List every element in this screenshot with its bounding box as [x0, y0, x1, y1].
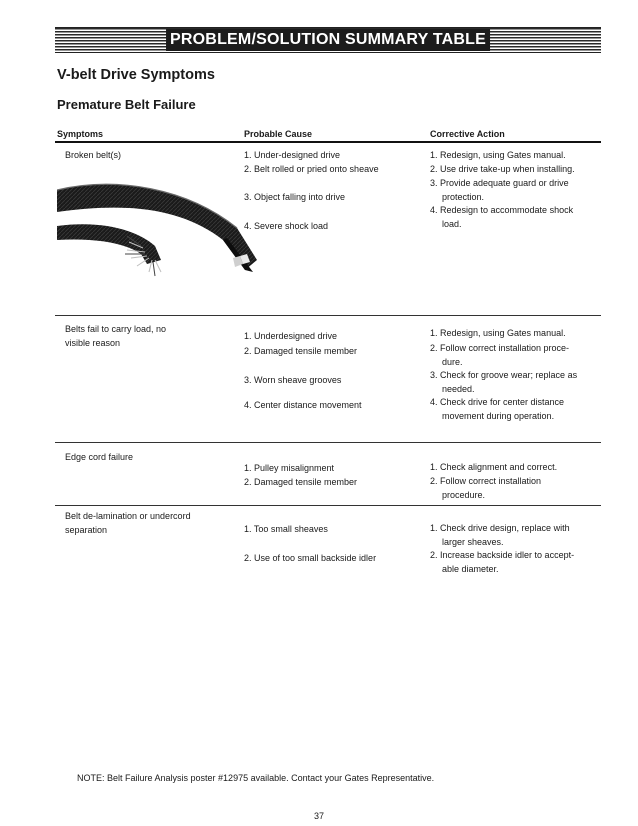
symptom-line: Belt de-lamination or undercord — [65, 511, 191, 521]
action-line: able diameter. — [442, 564, 499, 574]
action-item — [430, 162, 575, 176]
cause-item: 2. Damaged tensile member — [244, 346, 358, 356]
column-header-symptoms: Symptoms — [57, 129, 104, 139]
action-line: 3. Check for groove wear; replace as — [430, 370, 578, 380]
action-line: larger sheaves. — [442, 537, 504, 547]
action-line: 1. Check drive design, replace with — [430, 523, 570, 533]
action-item — [430, 368, 577, 396]
action-line: protection. — [442, 192, 485, 202]
broken-belt-photo — [57, 168, 267, 288]
symptom-cell — [65, 450, 133, 464]
symptom-cell — [65, 322, 166, 350]
action-item — [430, 521, 570, 549]
cause-item: 3. Worn sheave grooves — [244, 375, 342, 385]
symptom-line: Broken belt(s) — [65, 150, 122, 160]
action-line: 2. Increase backside idler to accept- — [430, 550, 575, 560]
action-line: 1. Redesign, using Gates manual. — [430, 150, 566, 160]
action-item — [430, 474, 541, 502]
header-divider — [55, 141, 601, 143]
cause-item: 1. Under-designed drive — [244, 150, 341, 160]
action-line: 1. Redesign, using Gates manual. — [430, 328, 566, 338]
action-item — [430, 341, 569, 369]
action-line: 1. Check alignment and correct. — [430, 462, 558, 472]
action-line: load. — [442, 219, 462, 229]
action-line: 4. Check drive for center distance — [430, 397, 565, 407]
cause-item: 1. Underdesigned drive — [244, 331, 338, 341]
page-title: PROBLEM/SOLUTION SUMMARY TABLE — [166, 29, 490, 51]
row-divider — [55, 315, 601, 316]
symptom-line: Belts fail to carry load, no — [65, 324, 167, 334]
action-line: 2. Follow correct installation — [430, 476, 542, 486]
symptom-line: visible reason — [65, 338, 121, 348]
row-divider — [55, 442, 601, 443]
header-bar — [55, 27, 601, 53]
action-line: 4. Redesign to accommodate shock — [430, 205, 574, 215]
footnote: NOTE: Belt Failure Analysis poster #12975 available. Contact your Gates Representative. — [77, 773, 435, 783]
cause-item: 1. Too small sheaves — [244, 524, 328, 534]
column-header-corrective-action: Corrective Action — [430, 129, 505, 139]
symptom-line: separation — [65, 525, 108, 535]
action-line: procedure. — [442, 490, 486, 500]
action-item — [430, 176, 569, 204]
action-line: movement during operation. — [442, 411, 555, 421]
action-item — [430, 203, 573, 231]
action-item — [430, 460, 557, 474]
action-item — [430, 548, 574, 576]
cause-item: 2. Belt rolled or pried onto sheave — [244, 164, 379, 174]
action-line: needed. — [442, 384, 475, 394]
column-header-probable-cause: Probable Cause — [244, 129, 313, 139]
action-line: 2. Use drive take-up when installing. — [430, 164, 575, 174]
cause-item: 1. Pulley misalignment — [244, 463, 335, 473]
cause-item: 4. Center distance movement — [244, 400, 362, 410]
section-title: V-belt Drive Symptoms — [57, 67, 215, 83]
action-item — [430, 326, 566, 340]
cause-item: 2. Damaged tensile member — [244, 477, 358, 487]
action-item — [430, 395, 564, 423]
symptom-cell — [65, 509, 191, 537]
cause-item: 2. Use of too small backside idler — [244, 553, 377, 563]
row-divider — [55, 505, 601, 506]
page-number: 37 — [313, 811, 324, 821]
action-line: 2. Follow correct installation proce- — [430, 343, 570, 353]
subsection-title: Premature Belt Failure — [57, 97, 196, 112]
action-line: 3. Provide adequate guard or drive — [430, 178, 569, 188]
symptom-line: Edge cord failure — [65, 452, 134, 462]
action-item — [430, 148, 566, 162]
action-line: dure. — [442, 357, 463, 367]
symptom-cell — [65, 148, 121, 162]
cause-item: 4. Severe shock load — [244, 221, 329, 231]
cause-item: 3. Object falling into drive — [244, 192, 346, 202]
